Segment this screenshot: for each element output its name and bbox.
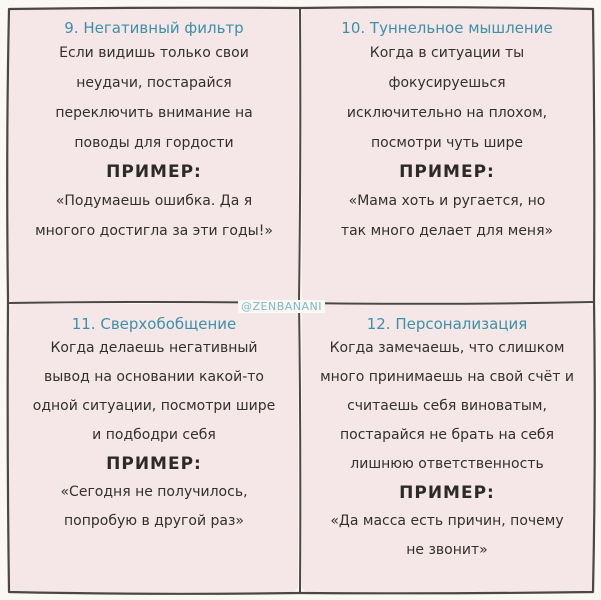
example-line: не звонит» [406, 542, 488, 558]
card-text-line: Когда в ситуации ты [369, 45, 525, 61]
card-text-line: неудачи, постарайся [76, 75, 232, 91]
example-line: так много делает для меня» [340, 223, 554, 239]
card-text-line: посмотри чуть шире [371, 135, 523, 151]
card-negative-filter [10, 10, 298, 302]
example-label: ПРИМЕР: [106, 454, 202, 474]
card-text-line: Если видишь только свои [59, 45, 249, 61]
card-text-line: постарайся не брать на себя [339, 427, 554, 443]
card-text-line: много принимаешь на свой счёт и [320, 369, 574, 385]
card-text-line: исключительно на плохом, [346, 105, 548, 121]
card-title: 11. Сверхобобщение [71, 315, 237, 333]
example-line: «Мама хоть и ругается, но [348, 193, 546, 209]
example-line: попробую в другой раз» [64, 513, 244, 529]
example-label: ПРИМЕР: [106, 162, 202, 182]
card-text-line: Когда замечаешь, что слишком [329, 340, 565, 356]
example-label: ПРИМЕР: [399, 162, 495, 182]
card-text-line: фокусируешься [388, 75, 506, 91]
example-line: «Подумаешь ошибка. Да я [55, 193, 253, 209]
example-line: «Да масса есть причин, почему [330, 513, 564, 529]
card-title: 12. Персонализация [366, 315, 528, 333]
card-text-line: и подбодри себя [92, 427, 216, 443]
card-text-line: считаешь себя виноватым, [347, 398, 547, 414]
card-overgeneralization [10, 306, 298, 590]
card-text-line: поводы для гордости [74, 135, 234, 151]
card-title: 9. Негативный фильтр [64, 19, 244, 37]
card-text-line: вывод на основании какой-то [44, 369, 264, 385]
example-line: «Сегодня не получилось, [60, 484, 248, 500]
example-line: многого достигла за эти годы!» [35, 223, 273, 239]
card-text-line: лишнюю ответственность [350, 456, 544, 472]
card-tunnel-thinking [302, 10, 592, 302]
example-label: ПРИМЕР: [399, 483, 495, 503]
author-watermark: @ZENBANANI [238, 300, 325, 313]
card-personalization [302, 306, 592, 590]
card-text-line: одной ситуации, посмотри шире [32, 398, 276, 414]
card-text-line: Когда делаешь негативный [50, 340, 258, 356]
card-title: 10. Туннельное мышление [341, 19, 553, 37]
card-text-line: переключить внимание на [55, 105, 253, 121]
